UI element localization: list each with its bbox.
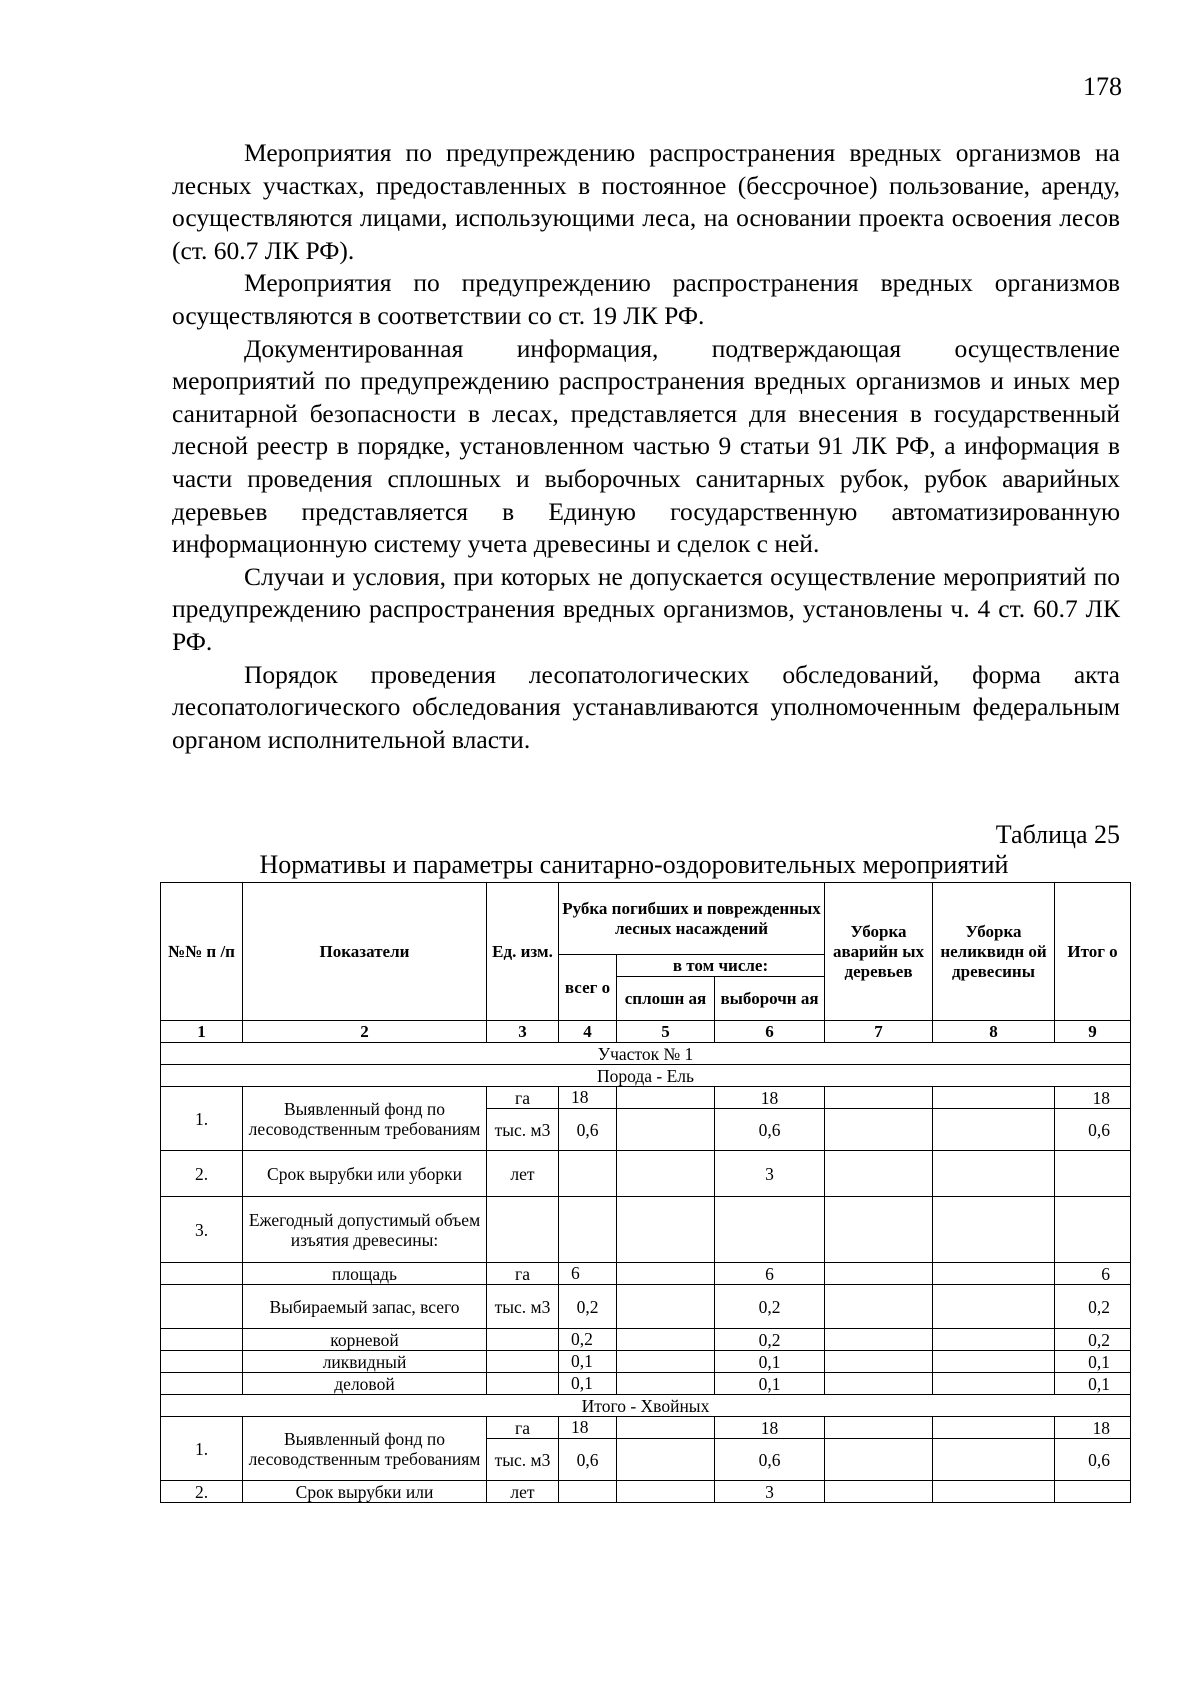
col-number: 9 [1055, 1021, 1131, 1043]
table-label: Таблица 25 [995, 820, 1120, 849]
cell-selective: 0,6 [715, 1109, 825, 1151]
cell-nonliquid [933, 1351, 1055, 1373]
cell-total: 18 [1055, 1417, 1131, 1439]
cell-nonliquid [933, 1481, 1055, 1503]
cell-total-sub: 0,1 [559, 1373, 617, 1395]
row-label: деловой [243, 1373, 487, 1395]
row-unit [487, 1329, 559, 1351]
cell-nonliquid [933, 1087, 1055, 1109]
row-num [161, 1351, 243, 1373]
cell-total: 0,1 [1055, 1373, 1131, 1395]
norms-table [160, 882, 1131, 1503]
cell-total-sub: 18 [559, 1087, 617, 1109]
col-number: 1 [161, 1021, 243, 1043]
col-number: 7 [825, 1021, 933, 1043]
section-row-total-conifer: Итого - Хвойных [161, 1395, 1131, 1417]
row-num: 3. [161, 1197, 243, 1263]
cell-selective: 0,2 [715, 1329, 825, 1351]
cell-nonliquid [933, 1417, 1055, 1439]
row-label: площадь [243, 1263, 487, 1285]
cell-selective: 0,1 [715, 1373, 825, 1395]
cell-clear [617, 1285, 715, 1329]
cell-clear [617, 1087, 715, 1109]
cell-emergency [825, 1285, 933, 1329]
cell-selective: 18 [715, 1417, 825, 1439]
cell-total [1055, 1481, 1131, 1503]
row-num: 1. [161, 1087, 243, 1151]
header-num: №№ п /п [161, 883, 243, 1021]
col-number: 2 [243, 1021, 487, 1043]
cell-nonliquid [933, 1373, 1055, 1395]
cell-clear [617, 1197, 715, 1263]
cell-emergency [825, 1329, 933, 1351]
cell-emergency [825, 1087, 933, 1109]
row-label: Выбираемый запас, всего [243, 1285, 487, 1329]
cell-clear [617, 1151, 715, 1197]
cell-clear [617, 1417, 715, 1439]
row-unit: тыс. м3 [487, 1285, 559, 1329]
cell-nonliquid [933, 1197, 1055, 1263]
cell-emergency [825, 1417, 933, 1439]
cell-total-sub: 0,2 [559, 1329, 617, 1351]
row-unit: лет [487, 1151, 559, 1197]
row-unit: тыс. м3 [487, 1109, 559, 1151]
cell-emergency [825, 1263, 933, 1285]
cell-clear [617, 1263, 715, 1285]
row-unit: га [487, 1087, 559, 1109]
cell-selective: 0,6 [715, 1439, 825, 1481]
paragraph: Мероприятия по предупреждению распространения вредных организмов на лесных участках, предоставленных в постоянное (бессрочное) пользование, аренду, осуществляются лицами, использующими леса, на основании проекта освоения лесов (ст. 60.7 ЛК РФ). [172, 138, 1120, 265]
col-number: 4 [559, 1021, 617, 1043]
section-row-species: Порода - Ель [161, 1065, 1131, 1087]
cell-clear [617, 1373, 715, 1395]
cell-emergency [825, 1481, 933, 1503]
cell-total-sub [559, 1481, 617, 1503]
cell-total-sub: 18 [559, 1417, 617, 1439]
cell-nonliquid [933, 1285, 1055, 1329]
cell-clear [617, 1109, 715, 1151]
cell-selective: 0,2 [715, 1285, 825, 1329]
cell-clear [617, 1351, 715, 1373]
cell-total-sub: 6 [559, 1263, 617, 1285]
cell-selective: 18 [715, 1087, 825, 1109]
cell-total [1055, 1151, 1131, 1197]
row-label: корневой [243, 1329, 487, 1351]
cell-selective [715, 1197, 825, 1263]
row-label: Срок вырубки или [243, 1481, 487, 1503]
row-unit: лет [487, 1481, 559, 1503]
cell-nonliquid [933, 1263, 1055, 1285]
cell-emergency [825, 1351, 933, 1373]
cell-nonliquid [933, 1439, 1055, 1481]
cell-selective: 0,1 [715, 1351, 825, 1373]
table-title: Нормативы и параметры санитарно-оздоровительных мероприятий [259, 850, 1009, 879]
paragraph: Документированная информация, подтверждающая осуществление мероприятий по предупреждению распространения вредных организмов и иных мер санитарной безопасности в лесах, представляется для внесения в государственный лесной реестр в порядке, установленном частью 9 статьи 91 ЛК РФ, а информация в части проведения сплошных и выборочных санитарных рубок, рубок аварийных деревьев представляется в Единую государственную автоматизированную информационную систему учета древесины и сделок с ней. [172, 333, 1120, 559]
cell-emergency [825, 1197, 933, 1263]
header-emergency: Уборка аварийн ых деревьев [825, 883, 933, 1021]
body-text [172, 137, 1120, 756]
cell-total-sub [559, 1197, 617, 1263]
cell-clear [617, 1439, 715, 1481]
header-unit: Ед. изм. [487, 883, 559, 1021]
row-num: 1. [161, 1417, 243, 1481]
row-num [161, 1285, 243, 1329]
cell-selective: 6 [715, 1263, 825, 1285]
header-felling: Рубка погибших и поврежденных лесных насаждений [559, 883, 825, 955]
col-number: 8 [933, 1021, 1055, 1043]
cell-clear [617, 1329, 715, 1351]
col-number: 6 [715, 1021, 825, 1043]
cell-total: 0,2 [1055, 1329, 1131, 1351]
header-including: в том числе: [617, 955, 825, 977]
row-label: ликвидный [243, 1351, 487, 1373]
row-num [161, 1373, 243, 1395]
header-selective: выборочн ая [715, 977, 825, 1021]
cell-nonliquid [933, 1329, 1055, 1351]
cell-nonliquid [933, 1109, 1055, 1151]
row-label: Выявленный фонд по лесоводственным требованиям [243, 1087, 487, 1151]
section-row-plot: Участок № 1 [161, 1043, 1131, 1065]
row-num [161, 1263, 243, 1285]
row-label: Срок вырубки или уборки [243, 1151, 487, 1197]
cell-emergency [825, 1439, 933, 1481]
col-number: 5 [617, 1021, 715, 1043]
row-num [161, 1329, 243, 1351]
row-num: 2. [161, 1151, 243, 1197]
col-number: 3 [487, 1021, 559, 1043]
cell-selective: 3 [715, 1151, 825, 1197]
row-unit [487, 1373, 559, 1395]
page-number: 178 [1083, 72, 1122, 101]
paragraph: Случаи и условия, при которых не допускается осуществление мероприятий по предупреждению распространения вредных организмов, установлены ч. 4 ст. 60.7 ЛК РФ. [172, 561, 1120, 656]
cell-total: 0,6 [1055, 1439, 1131, 1481]
cell-total-sub: 0,2 [559, 1285, 617, 1329]
cell-total-sub: 0,6 [559, 1439, 617, 1481]
header-total: Итог о [1055, 883, 1131, 1021]
cell-total: 0,6 [1055, 1109, 1131, 1151]
cell-clear [617, 1481, 715, 1503]
cell-total: 6 [1055, 1263, 1131, 1285]
row-label: Выявленный фонд по лесоводственным требованиям [243, 1417, 487, 1481]
row-label: Ежегодный допустимый объем изъятия древесины: [243, 1197, 487, 1263]
cell-total-sub: 0,6 [559, 1109, 617, 1151]
cell-total: 0,2 [1055, 1285, 1131, 1329]
cell-emergency [825, 1151, 933, 1197]
cell-total-sub: 0,1 [559, 1351, 617, 1373]
cell-total-sub [559, 1151, 617, 1197]
header-nonliquid: Уборка неликвидн ой древесины [933, 883, 1055, 1021]
row-num: 2. [161, 1481, 243, 1503]
paragraph: Порядок проведения лесопатологических обследований, форма акта лесопатологического обследования устанавливаются уполномоченным федеральным органом исполнительной власти. [172, 659, 1120, 754]
row-unit: тыс. м3 [487, 1439, 559, 1481]
header-indicators: Показатели [243, 883, 487, 1021]
cell-total: 18 [1055, 1087, 1131, 1109]
row-unit: га [487, 1263, 559, 1285]
paragraph: Мероприятия по предупреждению распространения вредных организмов осуществляются в соответствии со ст. 19 ЛК РФ. [172, 268, 1120, 330]
row-unit [487, 1197, 559, 1263]
header-clear: сплошн ая [617, 977, 715, 1021]
cell-total: 0,1 [1055, 1351, 1131, 1373]
header-total-sub: всег о [559, 955, 617, 1021]
row-unit: га [487, 1417, 559, 1439]
cell-nonliquid [933, 1151, 1055, 1197]
cell-selective: 3 [715, 1481, 825, 1503]
cell-emergency [825, 1109, 933, 1151]
row-unit [487, 1351, 559, 1373]
cell-emergency [825, 1373, 933, 1395]
cell-total [1055, 1197, 1131, 1263]
